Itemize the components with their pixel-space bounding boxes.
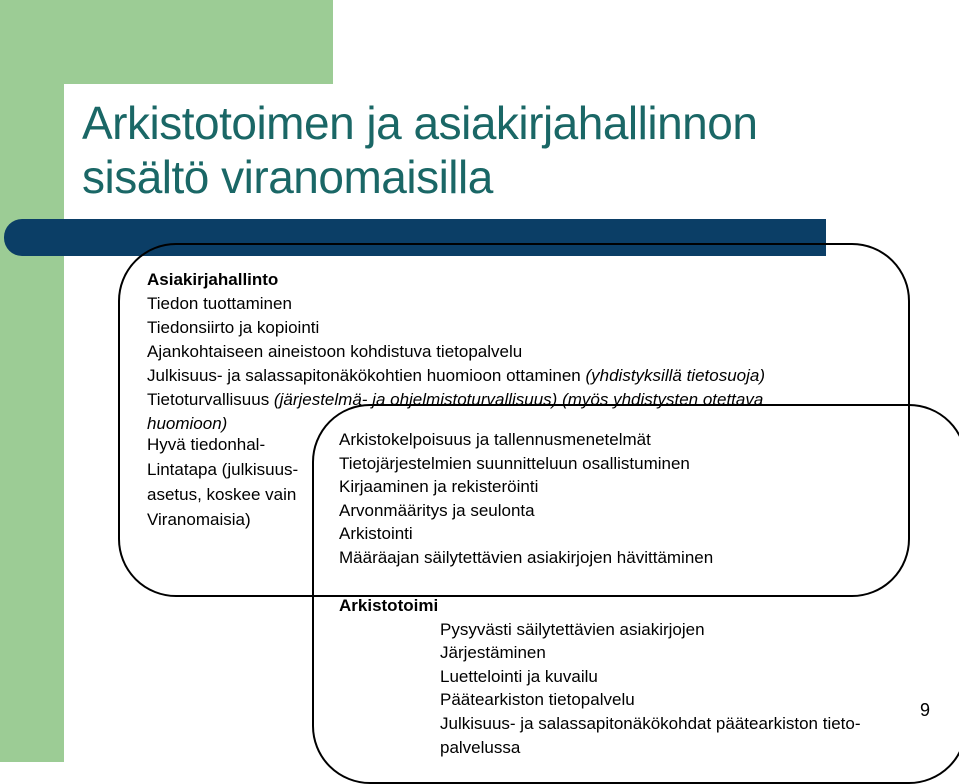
- list-item: Ajankohtaiseen aineistoon kohdistuva tietopalvelu: [147, 342, 523, 361]
- overlap-item: Määräajan säilytettävien asiakirjojen hävittäminen: [339, 547, 714, 567]
- slide-title: [82, 96, 757, 204]
- practice-line: Hyvä tiedonhal-: [147, 435, 266, 454]
- list-item: Tiedonsiirto ja kopiointi: [147, 318, 320, 337]
- overlap-item: Kirjaaminen ja rekisteröinti: [339, 477, 539, 497]
- list-item-text: Tietoturvallisuus: [147, 390, 274, 409]
- practice-line: Lintatapa (julkisuus-: [147, 460, 299, 479]
- list-item: Tiedon tuottaminen: [147, 294, 292, 313]
- arkistotoimi-text: [339, 594, 861, 759]
- practice-line: asetus, koskee vain: [147, 485, 297, 504]
- practice-text: [147, 432, 298, 532]
- practice-line: Viranomaisia): [147, 510, 251, 529]
- arkistotoimi-item: Pysyvästi säilytettävien asiakirjojen: [440, 619, 705, 639]
- list-item-text: Julkisuus- ja salassapitonäkökohtien huomioon ottaminen: [147, 366, 586, 385]
- slide-title-line-2: sisältö viranomaisilla: [82, 151, 493, 203]
- list-item-note-continued: huomioon): [147, 414, 228, 433]
- green-top-band: [0, 0, 333, 84]
- list-item-note: (järjestelmä- ja ohjelmistoturvallisuus) (myös yhdistysten otettava: [273, 390, 764, 409]
- arkistotoimi-item: Julkisuus- ja salassapitonäkökohdat päätearkiston tieto-: [440, 713, 861, 733]
- overlap-text: [339, 428, 713, 570]
- list-item-note: (yhdistyksillä tietosuoja): [585, 366, 765, 385]
- overlap-item: Arkistointi: [339, 524, 413, 544]
- list-item-public: [147, 364, 887, 388]
- arkistotoimi-item: palvelussa: [440, 737, 521, 757]
- green-sidebar-band: [0, 0, 64, 762]
- asiakirjahallinto-text: [147, 268, 887, 436]
- arkistotoimi-item: Luettelointi ja kuvailu: [440, 666, 598, 686]
- page-number: 9: [920, 700, 931, 720]
- asiakirjahallinto-heading: Asiakirjahallinto: [147, 270, 279, 289]
- arkistotoimi-item: Päätearkiston tietopalvelu: [440, 690, 635, 710]
- arkistotoimi-item: Järjestäminen: [440, 643, 546, 663]
- arkistotoimi-heading: Arkistotoimi: [339, 596, 439, 615]
- overlap-item: Arkistokelpoisuus ja tallennusmenetelmät: [339, 430, 651, 449]
- slide-title-line-1: Arkistotoimen ja asiakirjahallinnon: [82, 97, 758, 149]
- overlap-item: Tietojärjestelmien suunnitteluun osallistuminen: [339, 453, 690, 473]
- overlap-item: Arvonmääritys ja seulonta: [339, 500, 535, 520]
- list-item-security: [147, 388, 887, 412]
